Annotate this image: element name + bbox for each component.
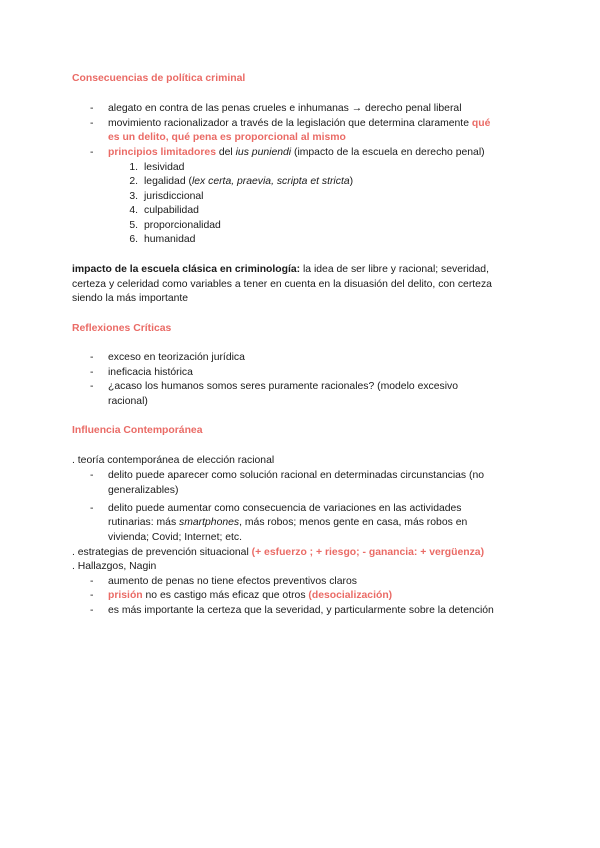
numbered-item: 4. culpabilidad [129,205,199,216]
list-item-text: aumento de penas no tiene efectos preventivos claros [108,576,357,587]
list-item-text: delito puede aumentar como consecuencia de variaciones en las actividades [108,503,462,514]
highlight-text: (+ esfuerzo ; + riesgo; - ganancia: + vergüenza) [251,547,485,558]
bullet-dash: - [90,367,94,378]
text-run: (impacto de la escuela en derecho penal) [291,147,485,158]
highlight-text: qué [471,118,491,129]
subsection-label: . Hallazgos, Nagin [72,561,157,572]
paragraph-line: impacto de la escuela clásica en criminología: la idea de ser libre y racional; severidad, [72,264,489,275]
list-item-text [108,117,490,130]
list-item-text: delito puede aparecer como solución racional en determinadas circunstancias (no [108,470,485,481]
paragraph-line: certeza y celeridad como variables a tener en cuenta en la disuasión del delito, con certeza [72,279,492,290]
list-item-text: rutinarias: más smartphones, más robos; menos gente en casa, más robos en [108,517,468,528]
list-item-text: es más importante la certeza que la severidad, y particularmente sobre la detención [108,605,494,616]
highlight-text: principios limitadores [108,147,216,158]
list-item-text: generalizables) [108,485,179,496]
bullet-dash: - [90,605,94,616]
bullet-dash: - [90,470,94,481]
highlight-text: (desocialización) [308,590,393,601]
bullet-dash: - [90,118,94,129]
section-heading-politica-criminal: Consecuencias de política criminal [72,73,246,84]
paragraph-line: siendo la más importante [72,293,189,304]
bullet-dash: - [90,103,94,114]
list-item-text: alegato en contra de las penas crueles e inhumanas → derecho penal liberal [108,103,462,114]
numbered-item: 3. jurisdiccional [129,191,204,202]
bullet-dash: - [90,503,94,514]
list-item-text: racional) [108,396,148,407]
subsection-label: . teoría contemporánea de elección racional [72,455,275,466]
numbered-item: 2. legalidad (lex certa, praevia, scripta et stricta) [129,176,354,187]
numbered-item: 1. lesividad [129,162,185,173]
text-run: movimiento racionalizador a través de la legislación que determina claramente [108,118,472,129]
bold-lead: impacto de la escuela clásica en criminología: [72,264,301,275]
bullet-dash: - [90,352,94,363]
bullet-dash: - [90,381,94,392]
list-item-text: vivienda; Covid; Internet; etc. [108,532,242,543]
section-heading-reflexiones: Reflexiones Críticas [72,323,172,334]
list-item-text: ¿acaso los humanos somos seres puramente racionales? (modelo excesivo [108,381,458,392]
numbered-item: 6. humanidad [129,234,196,245]
text-run: del [215,147,236,158]
bullet-dash: - [90,147,94,158]
numbered-item: 5. proporcionalidad [129,220,221,231]
highlight-text: es un delito, qué pena es proporcional al mismo [108,132,346,143]
list-item-text: ineficacia histórica [108,367,193,378]
list-item-text [108,146,485,159]
section-heading-influencia: Influencia Contemporánea [72,425,203,436]
list-item-text: exceso en teorización jurídica [108,352,245,363]
highlight-text: prisión [108,590,143,601]
bullet-dash: - [90,576,94,587]
subsection-label: . estrategias de prevención situacional (+ esfuerzo ; + riesgo; - ganancia: + vergüenza) [72,547,485,558]
italic-text: ius puniendi [235,147,292,158]
list-item-text: prisión no es castigo más eficaz que otros (desocialización) [108,590,393,601]
bullet-dash: - [90,590,94,601]
